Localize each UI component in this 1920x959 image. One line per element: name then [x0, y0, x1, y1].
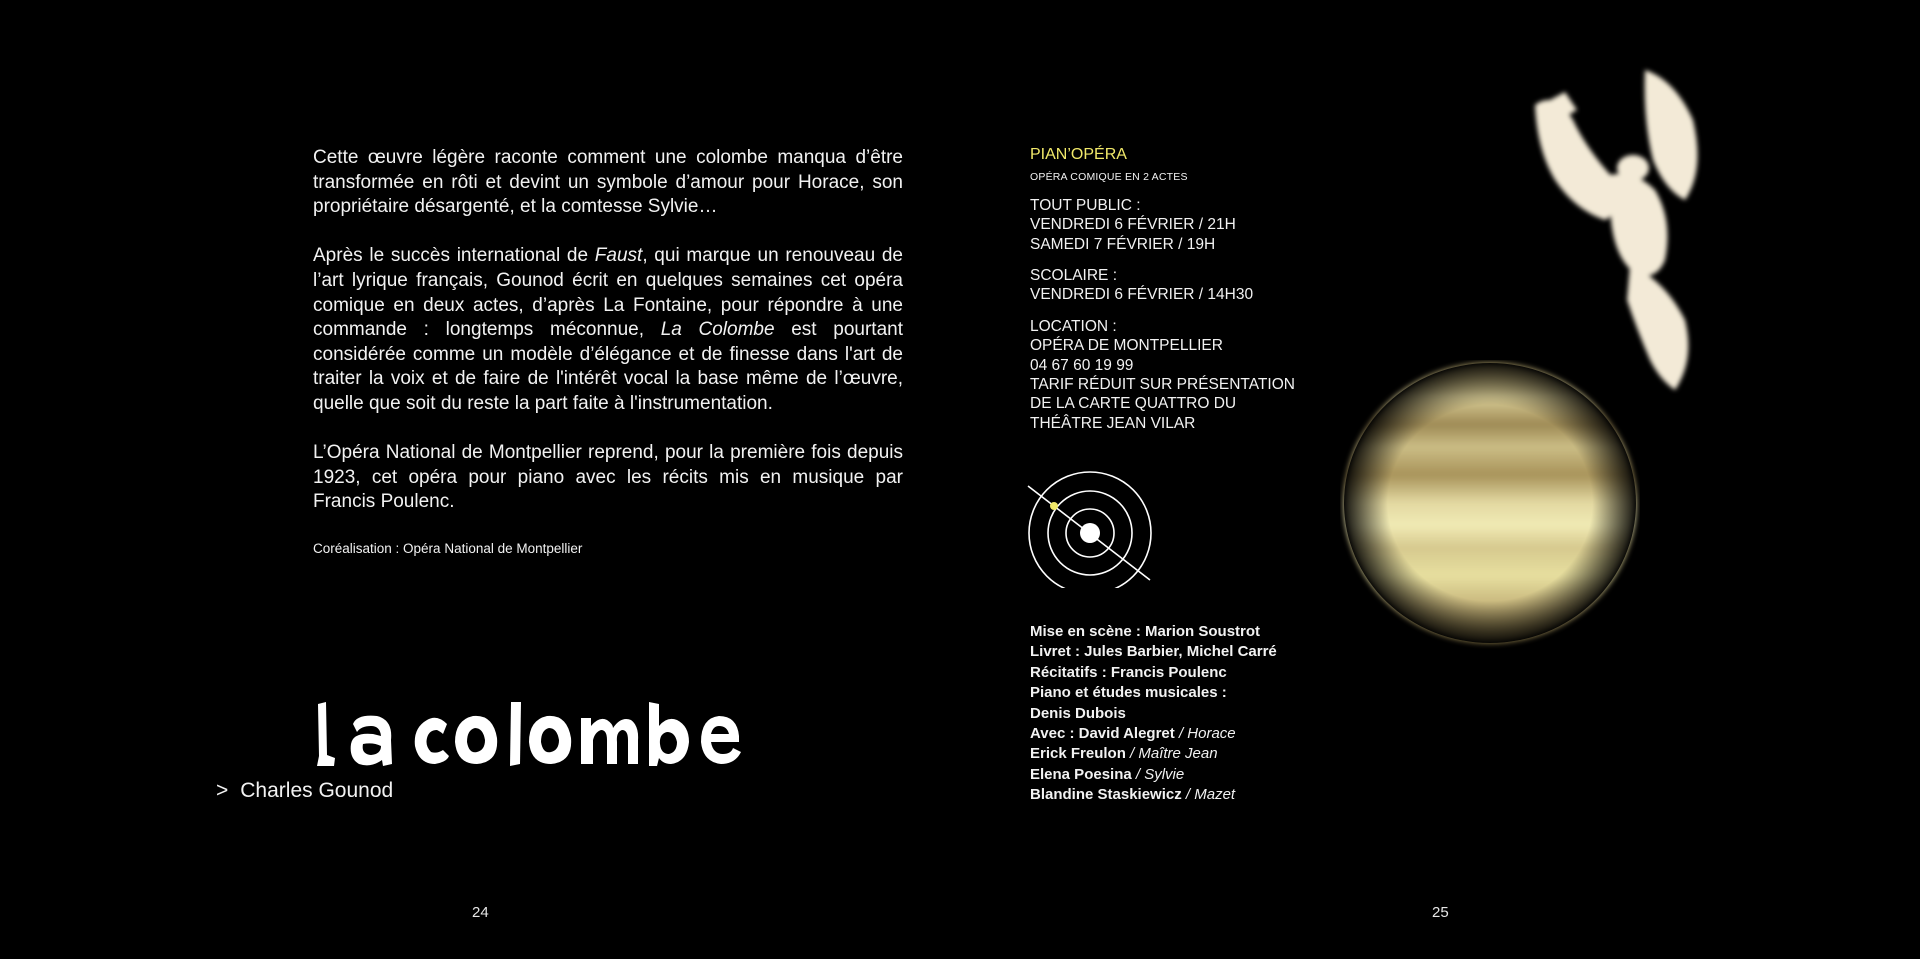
credit-note: Coréalisation : Opéra National de Montpellier — [313, 540, 583, 556]
credit-name: Mise en scène : Marion Soustrot — [1030, 623, 1261, 640]
paragraph-2 — [313, 244, 903, 416]
location-block — [1030, 317, 1330, 433]
page-number-right: 25 — [1432, 904, 1449, 921]
location-line: DE LA CARTE QUATTRO DU — [1030, 395, 1237, 413]
body-text — [313, 146, 903, 582]
credit-line — [1030, 724, 1350, 744]
credit-name: Erick Freulon — [1030, 745, 1126, 763]
credit-name: Récitatifs : Francis Poulenc — [1030, 663, 1227, 681]
show-title: PIAN’OPÉRA — [1030, 146, 1127, 163]
credit-line — [1030, 704, 1350, 724]
composer-name: Charles Gounod — [240, 779, 394, 802]
credit-name: Piano et études musicales : — [1030, 684, 1227, 702]
credit-line — [1030, 765, 1350, 785]
credit-name: Blandine Staskiewicz — [1030, 786, 1182, 804]
credit-line — [1030, 744, 1350, 764]
credit-name: Elena Poesina — [1030, 765, 1132, 783]
faust-italic: Faust — [594, 245, 643, 267]
show-subtitle: OPÉRA COMIQUE EN 2 ACTES — [1030, 171, 1188, 184]
schedule-school — [1030, 266, 1330, 305]
credit-role: / Maître Jean — [1125, 745, 1218, 763]
credit-role: / Horace — [1174, 725, 1236, 743]
location-line: OPÉRA DE MONTPELLIER — [1030, 337, 1223, 355]
credit-name: Livret : Jules Barbier, Michel Carré — [1030, 643, 1277, 661]
credit-line — [1030, 622, 1350, 642]
schedule-line: SCOLAIRE : — [1030, 267, 1117, 285]
schedule-line: SAMEDI 7 FÉVRIER / 19H — [1030, 235, 1216, 253]
credit-line — [1030, 642, 1350, 662]
location-line: LOCATION : — [1030, 317, 1117, 335]
credit-line — [1030, 663, 1350, 683]
location-phone: 04 67 60 19 99 — [1030, 356, 1134, 374]
schedule-public — [1030, 196, 1330, 254]
credit-role: / Mazet — [1181, 786, 1236, 804]
la-colombe-italic: La Colombe — [660, 319, 775, 341]
location-line: THÉÂTRE JEAN VILAR — [1030, 414, 1196, 432]
arrow-icon: > — [216, 779, 229, 802]
schedule-line: VENDREDI 6 FÉVRIER / 21H — [1030, 216, 1236, 234]
page-number-left: 24 — [472, 904, 489, 921]
paragraph-2-part-1: Après le succès international de — [313, 245, 595, 267]
credit-name: Denis Dubois — [1030, 704, 1126, 722]
credits-block — [1030, 622, 1350, 806]
credit-name: Avec : David Alegret — [1030, 725, 1175, 743]
dove-image — [1525, 60, 1755, 410]
paragraph-3: L’Opéra National de Montpellier reprend, pour la première fois depuis 1923, cet opéra pour piano avec les récits mis en musique par Francis Poulenc. — [313, 442, 903, 513]
paragraph-2-part-3: est pourtant considérée comme un modèle d’élégance et de finesse dans l'art de traiter la voix et de faire de l'intérêt vocal la base même de l’œuvre, quelle que soit du reste la part faite à l'instrumentation. — [313, 319, 903, 414]
schedule-line: TOUT PUBLIC : — [1030, 196, 1141, 214]
schedule-line: VENDREDI 6 FÉVRIER / 14H30 — [1030, 286, 1254, 304]
credit-line — [1030, 683, 1350, 703]
info-block — [1030, 145, 1330, 445]
location-line: TARIF RÉDUIT SUR PRÉSENTATION — [1030, 376, 1295, 394]
orbit-logo-icon — [1022, 468, 1182, 588]
title-logo — [315, 700, 795, 772]
paragraph-2-part-2: , qui marque un renouveau de l’art lyrique français, Gounod écrit en quelques semaines cet opéra comique en deux actes, d’après La Fontaine, pour répondre à une commande : longtemps méconnue, — [313, 245, 903, 341]
credit-role: / Sylvie — [1131, 765, 1185, 783]
composer-line — [216, 779, 393, 803]
credit-line — [1030, 785, 1350, 805]
paragraph-1: Cette œuvre légère raconte comment une colombe manqua d’être transformée en rôti et devint un symbole d’amour pour Horace, son propriétaire désargenté, et la comtesse Sylvie… — [313, 147, 903, 218]
